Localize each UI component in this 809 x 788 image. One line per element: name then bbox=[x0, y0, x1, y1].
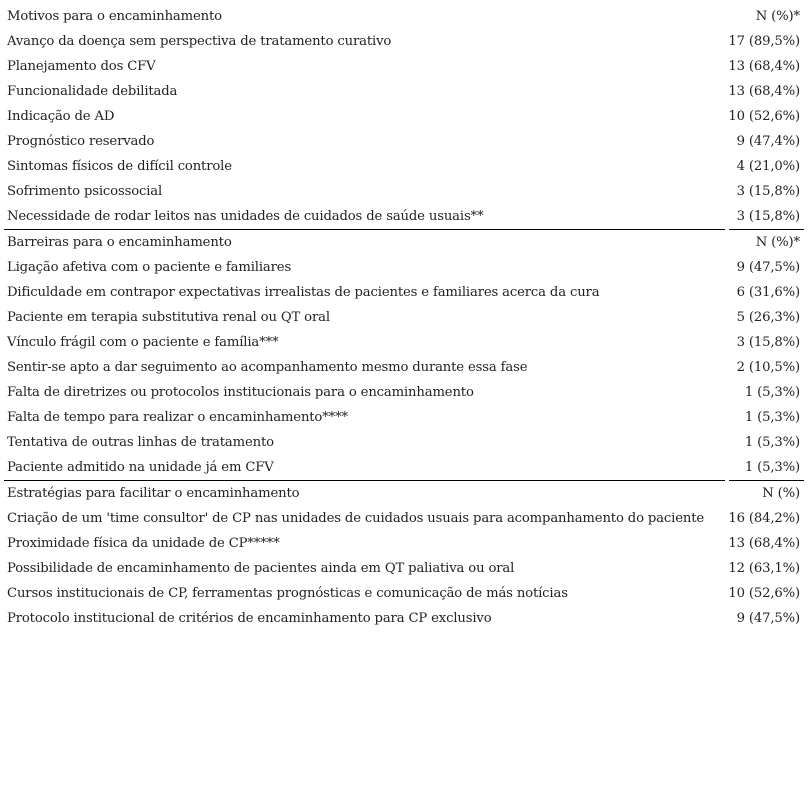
row-value: 3 (15,8%) bbox=[736, 209, 800, 224]
table-row bbox=[4, 129, 804, 154]
divider-right bbox=[729, 480, 804, 481]
row-value: 12 (63,1%) bbox=[728, 561, 800, 576]
row-value: 9 (47,5%) bbox=[736, 611, 800, 626]
row-label: Sentir-se apto a dar seguimento ao acompanhamento mesmo durante essa fase bbox=[7, 360, 528, 375]
table-row bbox=[4, 255, 804, 280]
row-value: 5 (26,3%) bbox=[736, 310, 800, 325]
table-row bbox=[4, 330, 804, 355]
row-label: Funcionalidade debilitada bbox=[7, 84, 178, 99]
row-label: Criação de um 'time consultor' de CP nas unidades de cuidados usuais para acompanhamento do paciente bbox=[7, 511, 705, 526]
table-row bbox=[4, 54, 804, 79]
table-row bbox=[4, 606, 804, 631]
row-label: Possibilidade de encaminhamento de pacientes ainda em QT paliativa ou oral bbox=[7, 561, 515, 576]
section-header-row bbox=[4, 4, 804, 29]
section-header-value: N (%) bbox=[762, 486, 800, 501]
section-header-row bbox=[4, 230, 804, 255]
table-row bbox=[4, 29, 804, 54]
row-value: 1 (5,3%) bbox=[744, 460, 800, 475]
row-value: 1 (5,3%) bbox=[744, 385, 800, 400]
row-value: 1 (5,3%) bbox=[744, 410, 800, 425]
row-label: Avanço da doença sem perspectiva de tratamento curativo bbox=[7, 34, 392, 49]
row-value: 4 (21,0%) bbox=[736, 159, 800, 174]
row-value: 9 (47,5%) bbox=[736, 260, 800, 275]
row-label: Falta de diretrizes ou protocolos institucionais para o encaminhamento bbox=[7, 385, 474, 400]
row-label: Tentativa de outras linhas de tratamento bbox=[7, 435, 274, 450]
row-value: 17 (89,5%) bbox=[728, 34, 800, 49]
row-label: Sintomas físicos de difícil controle bbox=[7, 159, 232, 174]
row-value: 3 (15,8%) bbox=[736, 184, 800, 199]
table-row bbox=[4, 280, 804, 305]
row-value: 10 (52,6%) bbox=[728, 109, 800, 124]
table-row bbox=[4, 556, 804, 581]
row-label: Cursos institucionais de CP, ferramentas prognósticas e comunicação de más notícias bbox=[7, 586, 568, 601]
row-label: Protocolo institucional de critérios de encaminhamento para CP exclusivo bbox=[7, 611, 492, 626]
divider-left bbox=[4, 229, 725, 230]
row-value: 2 (10,5%) bbox=[736, 360, 800, 375]
row-label: Ligação afetiva com o paciente e familiares bbox=[7, 260, 292, 275]
table-row bbox=[4, 531, 804, 556]
table-row bbox=[4, 506, 804, 531]
table-row bbox=[4, 430, 804, 455]
section-header-row bbox=[4, 481, 804, 506]
section-header-value: N (%)* bbox=[755, 9, 800, 24]
row-value: 10 (52,6%) bbox=[728, 586, 800, 601]
row-value: 3 (15,8%) bbox=[736, 335, 800, 350]
row-label: Paciente admitido na unidade já em CFV bbox=[7, 460, 274, 475]
table-row bbox=[4, 104, 804, 129]
section-barreiras bbox=[4, 230, 804, 480]
table-row bbox=[4, 405, 804, 430]
divider-right bbox=[729, 229, 804, 230]
table-row bbox=[4, 380, 804, 405]
table-row bbox=[4, 204, 804, 229]
row-label: Necessidade de rodar leitos nas unidades de cuidados de saúde usuais** bbox=[7, 209, 484, 224]
row-label: Indicação de AD bbox=[7, 109, 115, 124]
row-value: 1 (5,3%) bbox=[744, 435, 800, 450]
row-label: Paciente em terapia substitutiva renal ou QT oral bbox=[7, 310, 330, 325]
divider-left bbox=[4, 480, 725, 481]
referral-table bbox=[4, 4, 804, 631]
row-value: 13 (68,4%) bbox=[728, 536, 800, 551]
row-label: Prognóstico reservado bbox=[7, 134, 155, 149]
row-label: Vínculo frágil com o paciente e família*** bbox=[7, 335, 279, 350]
section-motivos bbox=[4, 4, 804, 229]
table-row bbox=[4, 79, 804, 104]
row-label: Proximidade física da unidade de CP***** bbox=[7, 536, 280, 551]
table-row bbox=[4, 455, 804, 480]
row-label: Sofrimento psicossocial bbox=[7, 184, 163, 199]
section-header-label: Estratégias para facilitar o encaminhamento bbox=[7, 486, 300, 501]
row-value: 13 (68,4%) bbox=[728, 59, 800, 74]
row-value: 9 (47,4%) bbox=[736, 134, 800, 149]
table-row bbox=[4, 154, 804, 179]
table-row bbox=[4, 305, 804, 330]
table-row bbox=[4, 179, 804, 204]
section-header-value: N (%)* bbox=[755, 235, 800, 250]
row-value: 6 (31,6%) bbox=[736, 285, 800, 300]
row-label: Falta de tempo para realizar o encaminhamento**** bbox=[7, 410, 348, 425]
section-divider bbox=[4, 480, 804, 481]
section-divider bbox=[4, 229, 804, 230]
section-header-label: Barreiras para o encaminhamento bbox=[7, 235, 232, 250]
row-value: 13 (68,4%) bbox=[728, 84, 800, 99]
section-header-label: Motivos para o encaminhamento bbox=[7, 9, 222, 24]
row-label: Dificuldade em contrapor expectativas irrealistas de pacientes e familiares acerca da cura bbox=[7, 285, 600, 300]
table-row bbox=[4, 355, 804, 380]
row-label: Planejamento dos CFV bbox=[7, 59, 156, 74]
row-value: 16 (84,2%) bbox=[728, 511, 800, 526]
table-row bbox=[4, 581, 804, 606]
section-estrategias bbox=[4, 481, 804, 631]
